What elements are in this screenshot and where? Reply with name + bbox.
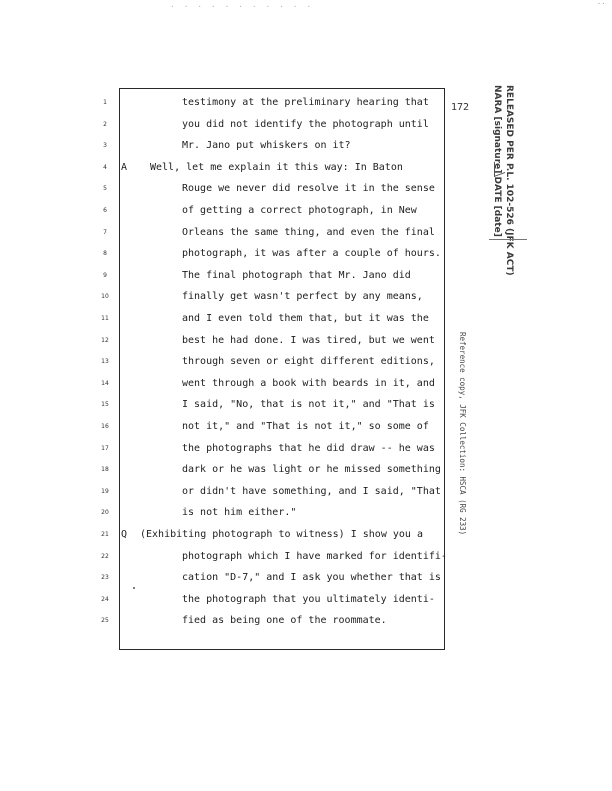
transcript-line: (Exhibiting photograph to witness) I show you a — [140, 529, 423, 540]
transcript-line: I said, "No, that is not it," and "That is — [182, 399, 435, 411]
transcript-line: through seven or eight different editions, — [182, 356, 435, 368]
transcript-line: photograph, it was after a couple of hours. — [182, 248, 441, 260]
transcript-line: Rouge we never did resolve it in the sense — [182, 183, 435, 195]
line-number: 14 — [101, 379, 109, 387]
transcript-line: is not him either." — [182, 507, 297, 519]
speaker-label: Q — [121, 529, 128, 540]
line-number: 24 — [101, 595, 109, 603]
transcript-line: the photograph that you ultimately identi- — [182, 593, 435, 605]
transcript-line: Mr. Jano put whiskers on it? — [182, 140, 351, 152]
stray-mark — [133, 587, 135, 589]
transcript-line: testimony at the preliminary hearing that — [182, 97, 429, 108]
line-number: 19 — [101, 487, 109, 495]
transcript-line: not it," and "That is not it," so some of — [182, 421, 429, 432]
speaker-label: A — [121, 161, 128, 173]
date-mark — [489, 225, 527, 240]
transcript-line: Orleans the same thing, and even the final — [182, 226, 435, 238]
transcript-line: Well, let me explain it this way: In Baton — [150, 161, 403, 173]
line-number: 1 — [103, 99, 107, 106]
corner-mark: ·· — [597, 0, 606, 8]
line-number: 7 — [103, 228, 107, 236]
line-number: 11 — [101, 315, 109, 322]
line-number: 16 — [101, 423, 109, 430]
transcript-line: or didn't have something, and I said, "That — [182, 485, 441, 497]
page-number: 172 — [451, 102, 470, 113]
transcript-line: fied as being one of the roommate. — [182, 615, 387, 627]
scan-smudge-text: · · · · · · · · · · · — [170, 2, 314, 11]
transcript-line: best he had done. I was tired, but we went — [182, 334, 435, 346]
transcript-line: dark or he was light or he missed something — [182, 464, 441, 476]
line-number: 12 — [101, 336, 109, 344]
reference-copy-note: Reference copy, JFK Collection: HSCA (RG 233) — [458, 332, 467, 536]
transcript-line: you did not identify the photograph until — [182, 118, 429, 130]
line-number: 13 — [101, 358, 109, 366]
line-number: 5 — [103, 185, 107, 193]
transcript-line: of getting a correct photograph, in New — [182, 205, 417, 216]
transcript-line: and I even told them that, but it was the — [182, 313, 429, 324]
transcript-line: cation "D-7," and I ask you whether that is — [182, 572, 441, 584]
transcript-line: The final photograph that Mr. Jano did — [182, 269, 411, 281]
transcript-line: the photographs that he did draw -- he was — [182, 442, 435, 454]
transcript-line: went through a book with beards in it, and — [182, 377, 435, 389]
release-stamp-line-2: NARA [signature] DATE [date] — [492, 85, 502, 237]
line-number: 8 — [103, 250, 107, 258]
line-number: 3 — [103, 142, 107, 150]
line-number: 17 — [101, 444, 109, 452]
line-number: 10 — [101, 293, 109, 301]
release-stamp-line-1: RELEASED PER P.L. 102-526 (JFK ACT) — [504, 85, 514, 276]
line-number: 25 — [101, 617, 109, 625]
line-number: 23 — [101, 574, 109, 582]
line-number: 22 — [101, 552, 109, 560]
line-number: 18 — [101, 466, 109, 474]
release-stamp — [475, 85, 515, 275]
line-number: 2 — [103, 120, 107, 128]
line-number: 15 — [101, 401, 109, 409]
line-number: 21 — [101, 531, 109, 538]
line-number: 9 — [103, 271, 107, 279]
line-number: 4 — [103, 163, 107, 171]
line-number: 6 — [103, 207, 107, 214]
transcript-line: finally get wasn't perfect by any means, — [182, 291, 423, 303]
transcript-line: photograph which I have marked for identifi- — [182, 550, 447, 562]
line-number: 20 — [101, 509, 109, 517]
